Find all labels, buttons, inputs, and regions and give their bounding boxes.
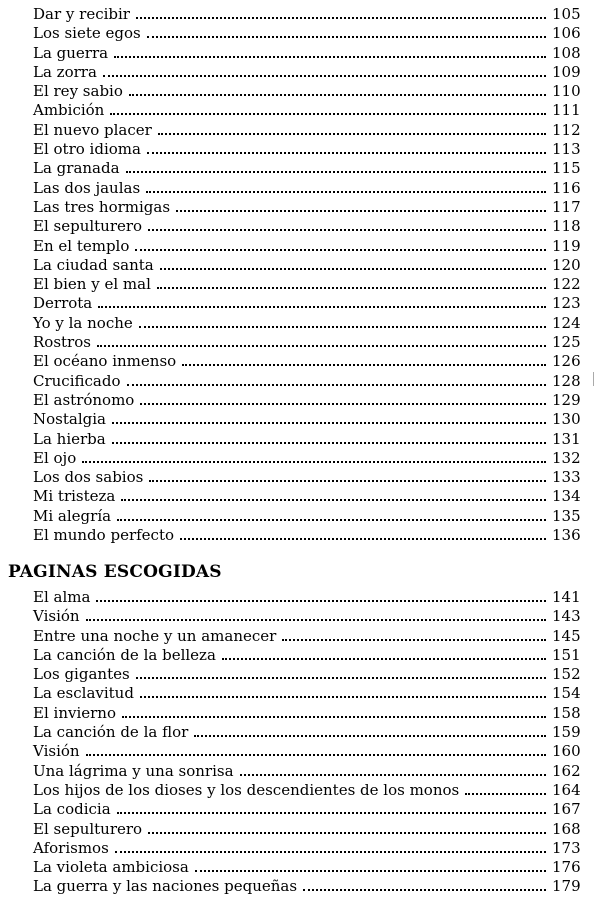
dot-leader [121,499,546,501]
toc-entry [33,645,581,665]
entry-title: La guerra [33,43,109,62]
entry-title: El bien y el mal [33,275,151,294]
dot-leader [149,480,546,482]
dot-leader [136,17,546,19]
dot-leader [117,812,546,814]
entry-page-number: 110 [552,82,581,101]
toc-entry [33,487,581,506]
toc-entry [33,333,581,352]
entry-title: El sepulturero [33,819,143,838]
toc-entry [33,43,581,63]
dot-leader [96,600,546,602]
toc-entry [33,684,581,703]
toc-entry [33,294,581,313]
entry-title: La canción de la flor [33,723,189,742]
dot-leader [112,442,546,444]
dot-leader [147,36,546,38]
entry-title: La codicia [33,800,111,819]
section-heading: PAGINAS ESCOGIDAS [8,562,222,582]
entry-title: El astrónomo [33,390,135,409]
toc-entry [33,101,581,120]
entry-page-number: 126 [552,352,581,371]
dot-leader [122,716,546,718]
toc-entry [33,140,581,159]
entry-title: Visión [33,607,80,626]
entry-title: El otro idioma [33,140,141,159]
dot-leader [136,677,546,679]
entry-page-number: 162 [552,761,581,780]
entry-page-number: 128 [552,371,581,390]
toc-entry [33,275,581,294]
toc-entry [33,588,581,607]
entry-page-number: 173 [552,838,581,857]
entry-title: Rostros [33,333,91,352]
dot-leader [103,75,546,77]
dot-leader [135,249,546,251]
entry-page-number: 131 [552,429,581,448]
entry-title: En el templo [33,236,130,255]
dot-leader [147,152,546,154]
dot-leader [303,889,546,891]
entry-page-number: 105 [552,5,581,23]
dot-leader [148,229,546,231]
entry-page-number: 160 [552,742,581,761]
toc-entry [33,82,581,101]
dot-leader [140,696,546,698]
toc-entry [33,429,581,449]
entry-page-number: 167 [552,800,581,819]
entry-title: Los siete egos [33,24,141,43]
entry-page-number: 145 [552,626,581,645]
toc-entry [33,838,581,858]
dot-leader [176,210,546,212]
toc-entry [33,526,581,545]
entry-title: Mi tristeza [33,487,116,506]
toc-entry [33,178,581,198]
entry-title: La ciudad santa [33,255,154,274]
entry-page-number: 168 [552,819,581,838]
entry-title: El océano inmenso [33,352,177,371]
toc-entry [33,5,581,24]
toc-entry [33,665,581,684]
entry-page-number: 143 [552,607,581,626]
dot-leader [222,658,546,660]
dot-leader [182,364,546,366]
entry-title: La guerra y las naciones pequeñas [33,877,298,896]
entry-page-number: 122 [552,275,581,294]
dot-leader [117,519,546,521]
dot-leader [157,287,546,289]
entry-title: Los dos sabios [33,468,144,487]
toc-entry [33,448,581,468]
entry-title: El sepulturero [33,217,143,236]
toc-entry [33,371,581,391]
entry-title: El invierno [33,703,116,722]
entry-page-number: 118 [552,217,581,236]
entry-title: La esclavitud [33,684,134,703]
entry-page-number: 108 [552,43,581,62]
toc-entry [33,313,581,333]
entry-page-number: 164 [552,780,581,799]
dot-leader [98,306,546,308]
entry-page-number: 132 [552,448,581,467]
toc-entry [33,390,581,410]
entry-title: Yo y la noche [33,313,133,332]
entry-page-number: 176 [552,858,581,877]
dot-leader [148,832,546,834]
entry-page-number: 141 [552,588,581,606]
entry-title: El ojo [33,448,77,467]
toc-entry [33,159,581,178]
entry-title: El mundo perfecto [33,526,174,545]
entry-page-number: 116 [552,178,581,197]
entry-page-number: 111 [552,101,581,120]
dot-leader [282,639,546,641]
dot-leader [127,384,547,386]
entry-title: Los hijos de los dioses y los descendientes de los monos [33,780,460,799]
toc-entry [33,800,581,819]
entry-title: Derrota [33,294,93,313]
dot-leader [126,171,546,173]
entry-page-number: 179 [552,877,581,896]
toc-entry [33,506,581,526]
dot-leader [115,851,546,853]
dot-leader [82,461,546,463]
entry-title: La zorra [33,62,97,81]
toc-list-top [33,5,581,545]
dot-leader [160,268,546,270]
toc-entry [33,197,581,217]
entry-page-number: 112 [552,120,581,139]
entry-title: Entre una noche y un amanecer [33,626,277,645]
entry-page-number: 152 [552,665,581,684]
entry-page-number: 129 [552,390,581,409]
toc-entry [33,468,581,487]
dot-leader [129,94,546,96]
dot-leader [112,422,546,424]
toc-entry [33,236,581,256]
dot-leader [465,793,546,795]
toc-entry [33,723,581,742]
toc-entry [33,877,581,896]
dot-leader [86,619,546,621]
toc-entry [33,120,581,140]
entry-title: Crucificado [33,371,121,390]
entry-page-number: 117 [552,197,581,216]
dot-leader [86,754,546,756]
entry-page-number: 154 [552,684,581,703]
toc-entry [33,858,581,877]
dot-leader [139,326,546,328]
toc-entry [33,62,581,82]
entry-page-number: 134 [552,487,581,506]
entry-page-number: 136 [552,526,581,545]
entry-page-number: 113 [552,140,581,159]
toc-entry [33,410,581,429]
entry-title: Aforismos [33,838,109,857]
dot-leader [146,191,546,193]
entry-title: Las tres hormigas [33,197,171,216]
entry-page-number: 115 [552,159,581,178]
toc-entry [33,819,581,839]
entry-page-number: 123 [552,294,581,313]
entry-title: Los gigantes [33,665,130,684]
dot-leader [158,133,546,135]
entry-page-number: 133 [552,468,581,487]
entry-title: El rey sabio [33,82,123,101]
entry-page-number: 119 [552,236,581,255]
entry-page-number: 120 [552,255,581,274]
toc-entry [33,703,581,723]
entry-page-number: 125 [552,333,581,352]
entry-title: Nostalgia [33,410,106,429]
margin-mark [593,372,594,386]
dot-leader [97,345,546,347]
entry-title: Dar y recibir [33,5,130,23]
entry-title: Mi alegría [33,506,112,525]
entry-page-number: 106 [552,24,581,43]
toc-list-section [33,588,581,897]
dot-leader [194,735,546,737]
entry-title: La granada [33,159,120,178]
toc-entry [33,742,581,761]
entry-page-number: 158 [552,703,581,722]
toc-entry [33,217,581,236]
toc-entry [33,255,581,275]
entry-title: La hierba [33,429,106,448]
dot-leader [110,113,546,115]
toc-entry [33,352,581,371]
entry-title: El nuevo placer [33,120,152,139]
toc-entry [33,607,581,626]
entry-title: La canción de la belleza [33,645,216,664]
dot-leader [180,538,546,540]
entry-title: Ambición [33,101,105,120]
entry-page-number: 159 [552,723,581,742]
entry-page-number: 130 [552,410,581,429]
entry-title: Visión [33,742,80,761]
entry-title: Una lágrima y una sonrisa [33,761,234,780]
entry-title: Las dos jaulas [33,178,141,197]
entry-page-number: 109 [552,62,581,81]
toc-entry [33,24,581,43]
toc-entry [33,761,581,781]
dot-leader [140,403,546,405]
entry-page-number: 151 [552,645,581,664]
dot-leader [240,774,546,776]
entry-page-number: 124 [552,313,581,332]
entry-title: La violeta ambiciosa [33,858,189,877]
entry-title: El alma [33,588,91,606]
dot-leader [195,870,546,872]
toc-entry [33,780,581,800]
toc-entry [33,626,581,646]
dot-leader [114,56,546,58]
entry-page-number: 135 [552,506,581,525]
